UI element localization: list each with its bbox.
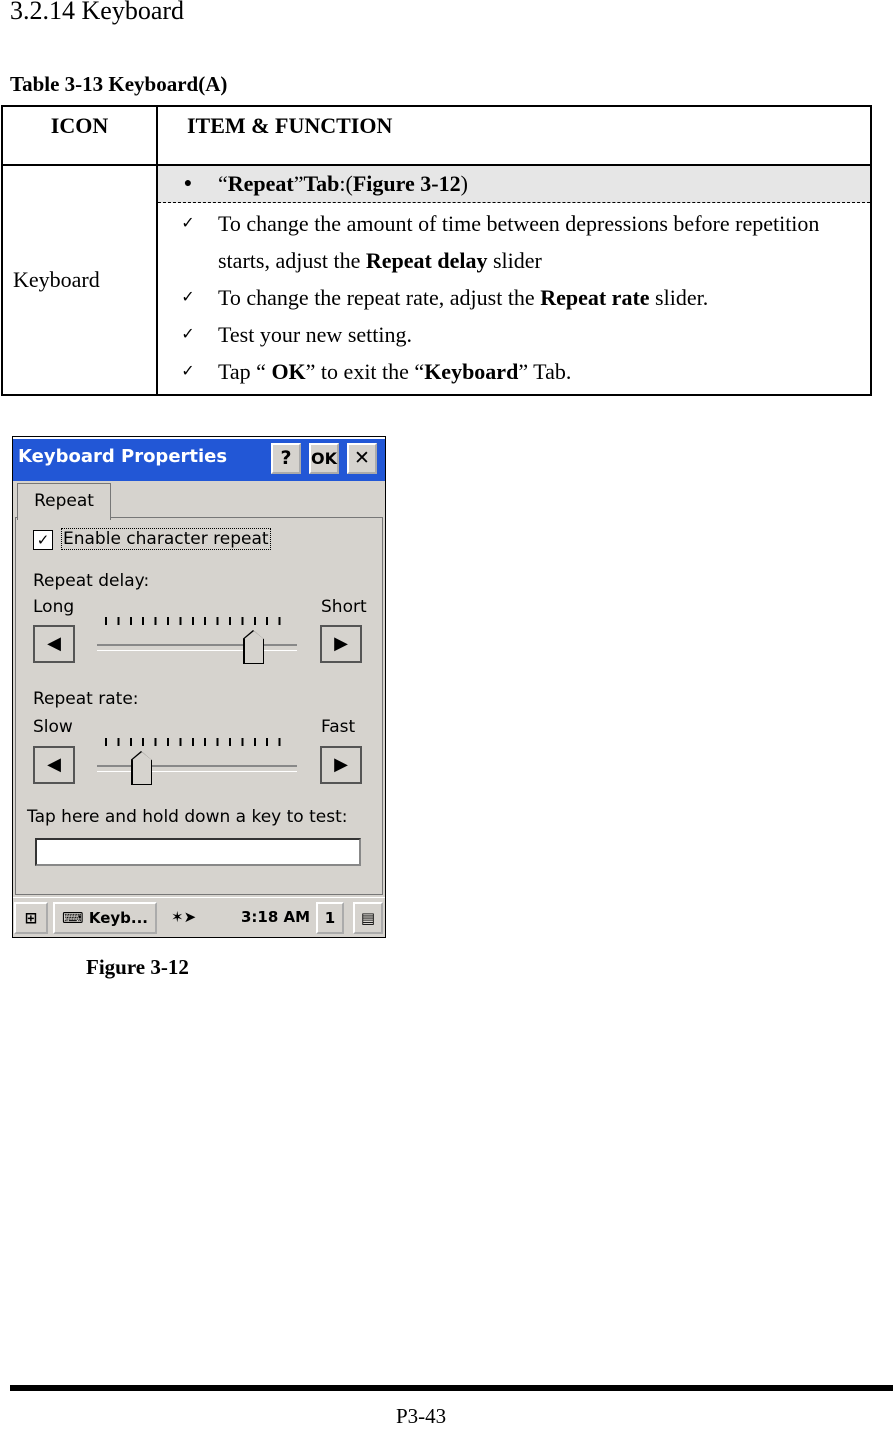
taskbar-app-label: Keyb... xyxy=(88,909,149,927)
repeat-delay-label: Repeat delay: xyxy=(33,571,150,591)
close-button[interactable]: ✕ xyxy=(347,443,377,474)
footer-rule xyxy=(10,1385,893,1391)
tab-sep: :( xyxy=(339,171,353,196)
figure-ref: Figure 3-12 xyxy=(352,171,461,196)
delay-decrease-button[interactable]: ◀ xyxy=(33,625,75,663)
taskbar xyxy=(13,897,385,938)
keyboard-properties-screenshot xyxy=(12,436,386,938)
header-function: ITEM & FUNCTION xyxy=(157,106,871,165)
check-icon: ✓ xyxy=(181,289,195,306)
quote: ” xyxy=(293,171,304,196)
title-bar xyxy=(13,437,385,481)
rate-decrease-button[interactable]: ◀ xyxy=(33,746,75,784)
check-icon: ✓ xyxy=(181,215,195,232)
icon-cell: Keyboard xyxy=(2,165,157,395)
window-title: Keyboard Properties xyxy=(18,446,228,467)
windows-switch-icon[interactable]: ▤ xyxy=(353,902,383,934)
taskbar-app-button[interactable] xyxy=(53,902,157,934)
tab-name: Repeat xyxy=(227,171,294,196)
quote: “ xyxy=(218,171,228,196)
figure-caption: Figure 3-12 xyxy=(86,955,189,979)
item-bold: Keyboard xyxy=(424,359,519,384)
ok-button[interactable]: OK xyxy=(309,443,339,474)
header-icon: ICON xyxy=(2,106,157,165)
section-heading: 3.2.14 Keyboard xyxy=(10,0,185,25)
item-text: slider xyxy=(487,248,542,273)
item-bold: Repeat delay xyxy=(365,248,488,273)
check-icon: ✓ xyxy=(181,326,195,343)
item-text: ” Tab. xyxy=(518,359,572,384)
item-text: ” to exit the “ xyxy=(305,359,425,384)
tab-word: Tab xyxy=(303,171,340,196)
start-button[interactable] xyxy=(14,902,48,934)
item-bold: Repeat rate xyxy=(540,285,650,310)
keyboard-table xyxy=(1,105,872,396)
test-input[interactable] xyxy=(35,838,361,866)
table-header-row xyxy=(2,106,871,165)
delay-short-label: Short xyxy=(321,597,367,617)
page-number: P3-43 xyxy=(396,1404,447,1428)
keyboard-icon: ⌨ xyxy=(61,909,84,927)
list-item xyxy=(158,316,870,353)
network-icon[interactable]: ✶➤ xyxy=(171,908,197,926)
delay-increase-button[interactable]: ▶ xyxy=(320,625,362,663)
rate-slider-track xyxy=(97,765,297,772)
item-bold: OK xyxy=(271,359,306,384)
table-row xyxy=(2,165,871,395)
input-panel-icon[interactable]: 1 xyxy=(316,902,344,934)
list-item xyxy=(158,353,870,390)
list-item xyxy=(158,205,870,279)
item-text: Tap “ xyxy=(218,359,272,384)
delay-ticks xyxy=(105,617,291,625)
item-text: slider. xyxy=(649,285,709,310)
check-icon: ✓ xyxy=(181,363,195,380)
delay-slider-track xyxy=(97,644,297,651)
item-text: Test your new setting. xyxy=(218,322,412,347)
tab-repeat[interactable]: Repeat xyxy=(17,483,111,520)
item-text: To change the repeat rate, adjust the xyxy=(218,285,541,310)
tab-line xyxy=(158,166,870,203)
help-button[interactable]: ? xyxy=(271,443,301,474)
enable-repeat-label[interactable]: Enable character repeat xyxy=(63,529,269,549)
rate-slow-label: Slow xyxy=(33,717,73,737)
enable-repeat-checkbox[interactable]: ✓ xyxy=(33,530,53,550)
table-caption: Table 3-13 Keyboard(A) xyxy=(10,72,228,96)
item-text: To change the amount of time between depressions before repetition starts, adjust the xyxy=(218,211,820,273)
taskbar-clock[interactable]: 3:18 AM xyxy=(241,908,311,926)
test-label: Tap here and hold down a key to test: xyxy=(27,807,348,827)
function-cell xyxy=(157,165,871,395)
repeat-rate-label: Repeat rate: xyxy=(33,689,139,709)
list-item xyxy=(158,279,870,316)
rate-fast-label: Fast xyxy=(321,717,356,737)
bullet-icon: ● xyxy=(183,176,193,191)
rate-ticks xyxy=(105,738,291,746)
windows-flag-icon: ⊞ xyxy=(24,909,38,927)
tab-end: ) xyxy=(460,171,468,196)
rate-increase-button[interactable]: ▶ xyxy=(320,746,362,784)
delay-long-label: Long xyxy=(33,597,75,617)
